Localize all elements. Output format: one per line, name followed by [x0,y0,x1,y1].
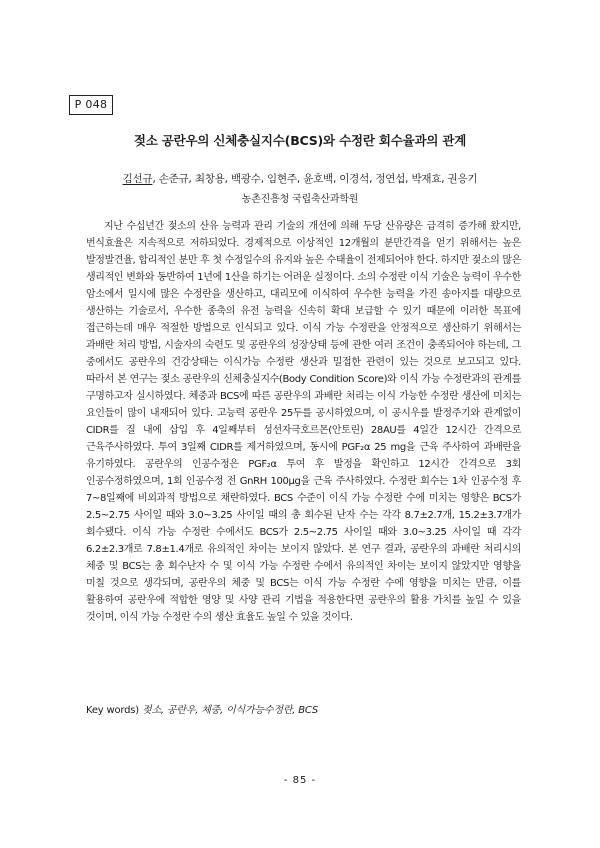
affiliation: 농촌진흥청 국립축산과학원 [241,194,359,205]
author-list [0,171,600,186]
paper-title: 젖소 공란우의 신체충실지수(BCS)와 수정란 회수율과의 관계 [133,133,467,148]
keywords-label: Key words) [86,705,140,716]
keywords-terms: 젖소, 공란우, 체중, 이식가능수정란, BCS [142,705,319,716]
poster-id-badge: P 048 [69,95,113,115]
keywords-line [86,701,521,716]
co-authors: , 손준규, 최창용, 백광수, 임현주, 윤호백, 이경석, 정연섭, 박재효, 권응기 [152,173,478,185]
abstract-body: 지난 수십년간 젖소의 산유 능력과 관리 기술의 개선에 의해 두당 산유량은 급격히 증가해 왔지만, 번식효율은 지속적으로 저하되었다. 경제적으로 이상적인 12개월의 분만간격을 얻기 위해서는 높은 발정발견율, 합리적인 분만 후 첫 수정일수의 유지와 높은 수태율이 전제되어야 한다. 하지만 젖소의 많은 생리적인 변화와 동반하여 1년에 1산을 하기는 어려운 실정이다. 소의 수정란 이식 기술은 능력이 우수한 암소에서 일시에 많은 수정란을 생산하고, 대리모에 이식하여 우수한 능력을 가진 송아지를 대량으로 생산하는 기술로서, 우수한 종축의 유전 능력을 신속히 확대 보급할 수 있기 때문에 이러한 목표에 접근하는데 매우 적절한 방법으로 인식되고 있다. 이식 가능 수정란을 안정적으로 생산하기 위해서는 과배란 처리 방법, 시술자의 숙련도 및 공란우의 성장상태 등에 관한 여러 조건이 충족되어야 하는데, 그 중에서도 공란우의 건강상태는 이식가능 수정란 생산과 밀접한 관련이 있는 것으로 보고되고 있다. 따라서 본 연구는 젖소 공란우의 신체충실지수(Body Condition Score)와 이식 가능 수정란과의 관계를 구명하고자 실시하였다. 체중과 BCS에 따른 공란우의 과배란 처리는 이식 가능한 수정란 생산에 미치는 요인들이 많이 내재되어 있다. 고능력 공란우 25두를 공시하였으며, 이 공시우를 발정주기와 관계없이 CIDR를 질 내에 삽입 후 4일째부터 성선자극호르몬(안토린) 28AU를 4일간 12시간 간격으로 근육주사하였다. 투여 3일째 CIDR를 제거하였으며, 동시에 PGF₂α 25 mg을 근육 주사하여 과배란을 유기하였다. 공란우의 인공수정은 PGF₂α 투여 후 발정을 확인하고 12시간 간격으로 3회 인공수정하였으며, 1회 인공수정 전 GnRH 100μg을 근육 주사하였다. 수정란 회수는 1차 인공수정 후 7~8일째에 비외과적 방법으로 채란하였다. BCS 수준이 이식 가능 수정란 수에 미치는 영향은 BCS가 2.5~2.75 사이일 때와 3.0~3.25 사이일 때의 총 회수된 난자 수는 각각 8.7±2.7개, 15.2±3.7개가 회수됐다. 이식 가능 수정란 수에서도 BCS가 2.5~2.75 사이일 때와 3.0~3.25 사이일 때 각각 6.2±2.3개로 7.8±1.4개로 유의적인 차이는 보이지 않았다. 본 연구 결과, 공란우의 과배란 처리시의 체중 및 BCS는 총 회수난자 수 및 이식 가능 수정란 수에서 유의적인 차이는 보이지 않았지만 영향을 미칠 것으로 생각되며, 공란우의 체중 및 BCS는 이식 가능 수정란 수에 영향을 미치는 만큼, 이를 활용하여 공란우에 적합한 영양 및 사양 관리 기법을 적용한다면 공란우의 활용 가치를 높일 수 있을 것이며, 이식 가능 수정란 수의 생산 효율도 높일 수 있을 것이다. [86,221,521,623]
page-number: - 85 - [283,775,317,786]
first-author: 김선규 [122,173,153,185]
